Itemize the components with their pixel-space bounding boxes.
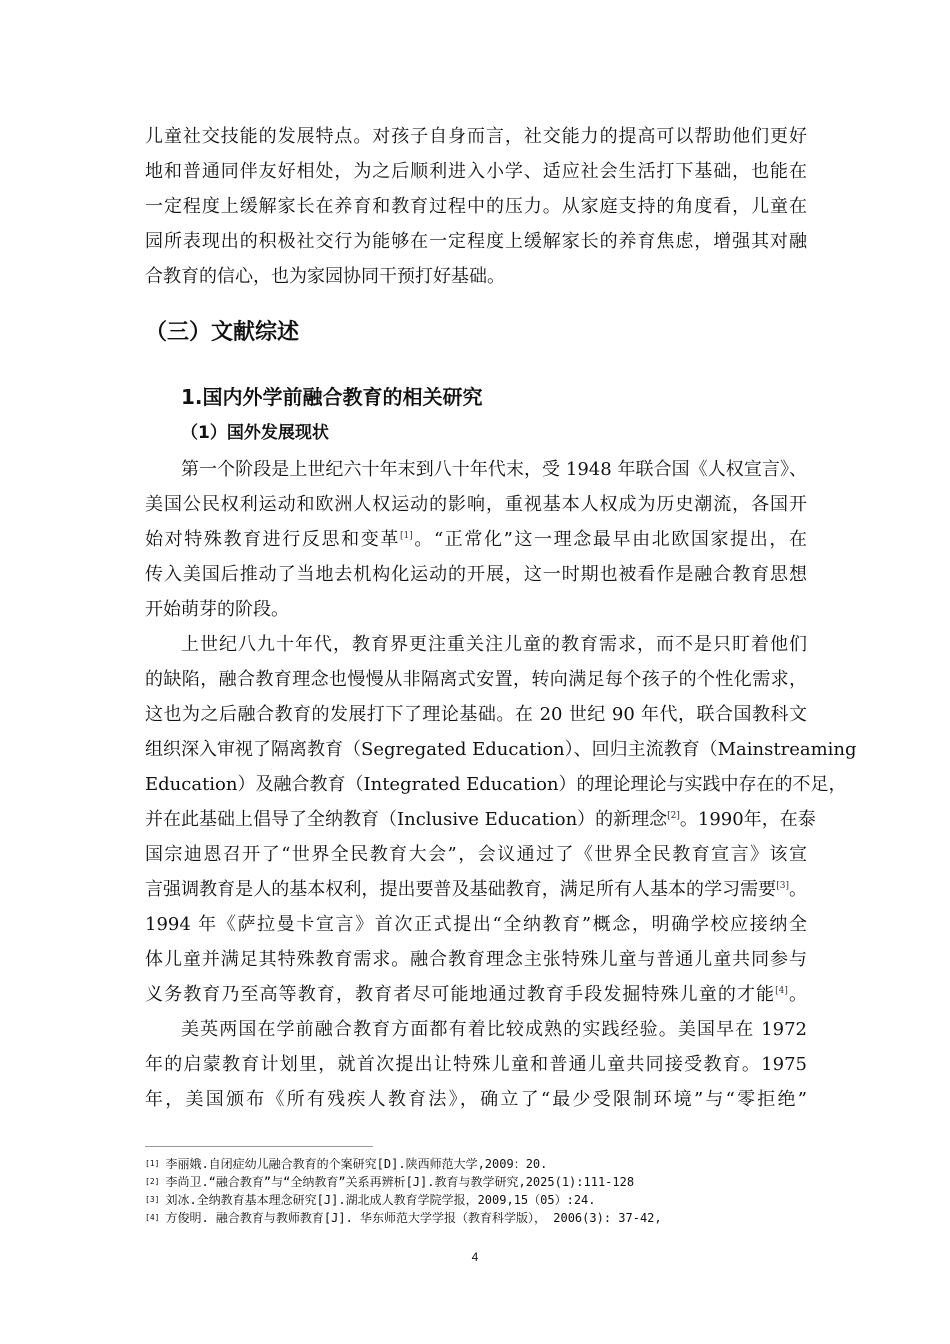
- text-span: 。: [788, 879, 808, 900]
- text-line: 地和普通同伴友好相处，为之后顺利进入小学、适应社会生活打下基础，也能在: [145, 161, 807, 182]
- text-line: 传入美国后推动了当地去机构化运动的开展，这一时期也被看作是融合教育思想: [145, 564, 807, 585]
- text-line: 年，美国颁布《所有残疾人教育法》，确立了“最少受限制环境”与“零拒绝”: [145, 1089, 807, 1110]
- text-line: 美国公民权利运动和欧洲人权运动的影响，重视基本人权成为历史潮流，各国开: [145, 494, 807, 515]
- text-line: 上世纪八九十年代，教育界更注重关注儿童的教育需求，而不是只盯着他们: [181, 634, 807, 655]
- text-span: 。: [787, 984, 808, 1005]
- text-span: 并在此基础上倡导了全纳教育（Inclusive Education）的新理念: [145, 809, 668, 830]
- text-line: 儿童社交技能的发展特点。对孩子自身而言，社交能力的提高可以帮助他们更好: [145, 126, 807, 147]
- text-line: 国宗迪恩召开了“世界全民教育大会”，会议通过了《世界全民教育宣言》该宣: [145, 844, 807, 865]
- footnote: [145, 1174, 825, 1190]
- section-heading: （三）文献综述: [145, 320, 300, 345]
- text-span: 。“正常化”这一理念最早由北欧国家提出，在: [412, 529, 807, 550]
- footnote-number: [3]: [145, 1195, 160, 1204]
- text-span: 。1990年，在泰: [679, 809, 816, 830]
- footnote-number: [4]: [145, 1213, 160, 1222]
- text-line: 美英两国在学前融合教育方面都有着比较成熟的实践经验。美国早在 1972: [181, 1019, 807, 1040]
- text-line: 一定程度上缓解家长在养育和教育过程中的压力。从家庭支持的角度看，儿童在: [145, 196, 807, 217]
- footnote-number: [2]: [145, 1177, 160, 1186]
- text-line: Education）及融合教育（Integrated Education）的理论理论与实践中存在的不足，: [145, 774, 847, 795]
- text-line: 合教育的信心，也为家园协同干预打好基础。: [145, 266, 505, 287]
- footnote-text: 李尚卫.“融合教育”与“全纳教育”关系再辨析[J].教育与教学研究,2025(1):111-128: [165, 1175, 635, 1189]
- citation-4[interactable]: [4]: [775, 986, 788, 996]
- text-line: 1994 年《萨拉曼卡宣言》首次正式提出“全纳教育”概念，明确学校应接纳全: [145, 914, 807, 935]
- footnote-text: 方俊明. 融合教育与教师教育[J]. 华东师范大学学报（教育科学版）， 2006(3): 37-42,: [165, 1211, 662, 1225]
- citation-1[interactable]: [1]: [399, 531, 413, 541]
- text-span: 始对特殊教育进行反思和变革: [145, 529, 400, 550]
- page-number: 4: [471, 1250, 479, 1264]
- footnote-number: [1]: [145, 1159, 160, 1168]
- text-line: 年的启蒙教育计划里，就首次提出让特殊儿童和普通儿童共同接受教育。1975: [145, 1054, 807, 1075]
- text-span: 言强调教育是人的基本权利，提出要普及基础教育，满足所有人基本的学习需要: [145, 879, 777, 900]
- subsubsection-heading: （1）国外发展现状: [181, 423, 329, 443]
- text-line: 体儿童并满足其特殊教育需求。融合教育理念主张特殊儿童与普通儿童共同参与: [145, 949, 807, 970]
- subsection-heading: 1.国内外学前融合教育的相关研究: [181, 385, 483, 409]
- text-line: [145, 983, 807, 1007]
- text-line: [145, 528, 807, 552]
- text-line: 这也为之后融合教育的发展打下了理论基础。在 20 世纪 90 年代，联合国教科文: [145, 704, 807, 725]
- footnote: [145, 1192, 825, 1208]
- footnote: [145, 1156, 825, 1172]
- text-line: 组织深入审视了隔离教育（Segregated Education）、回归主流教育（Mainstreaming: [145, 739, 857, 760]
- text-line: 的缺陷，融合教育理念也慢慢从非隔离式安置，转向满足每个孩子的个性化需求，: [145, 669, 807, 690]
- text-line: 园所表现出的积极社交行为能够在一定程度上缓解家长的养育焦虑，增强其对融: [145, 231, 807, 252]
- text-line: [145, 808, 816, 832]
- footnote: [145, 1210, 825, 1226]
- footnote-text: 刘冰.全纳教育基本理念研究[J].湖北成人教育学院学报，2009,15（05）:24.: [165, 1193, 596, 1207]
- text-span: 义务教育乃至高等教育，教育者尽可能地通过教育手段发掘特殊儿童的才能: [145, 984, 776, 1005]
- footnote-text: 李丽娥.自闭症幼儿融合教育的个案研究[D].陕西师范大学,2009：20.: [165, 1157, 548, 1171]
- footnote-separator: [145, 1146, 373, 1147]
- citation-2[interactable]: [2]: [667, 811, 680, 821]
- citation-3[interactable]: [3]: [776, 881, 789, 891]
- text-line: 开始萌芽的阶段。: [145, 599, 289, 620]
- text-line: [145, 878, 807, 902]
- text-line: 第一个阶段是上世纪六十年末到八十年代末，受 1948 年联合国《人权宣言》、: [181, 459, 807, 480]
